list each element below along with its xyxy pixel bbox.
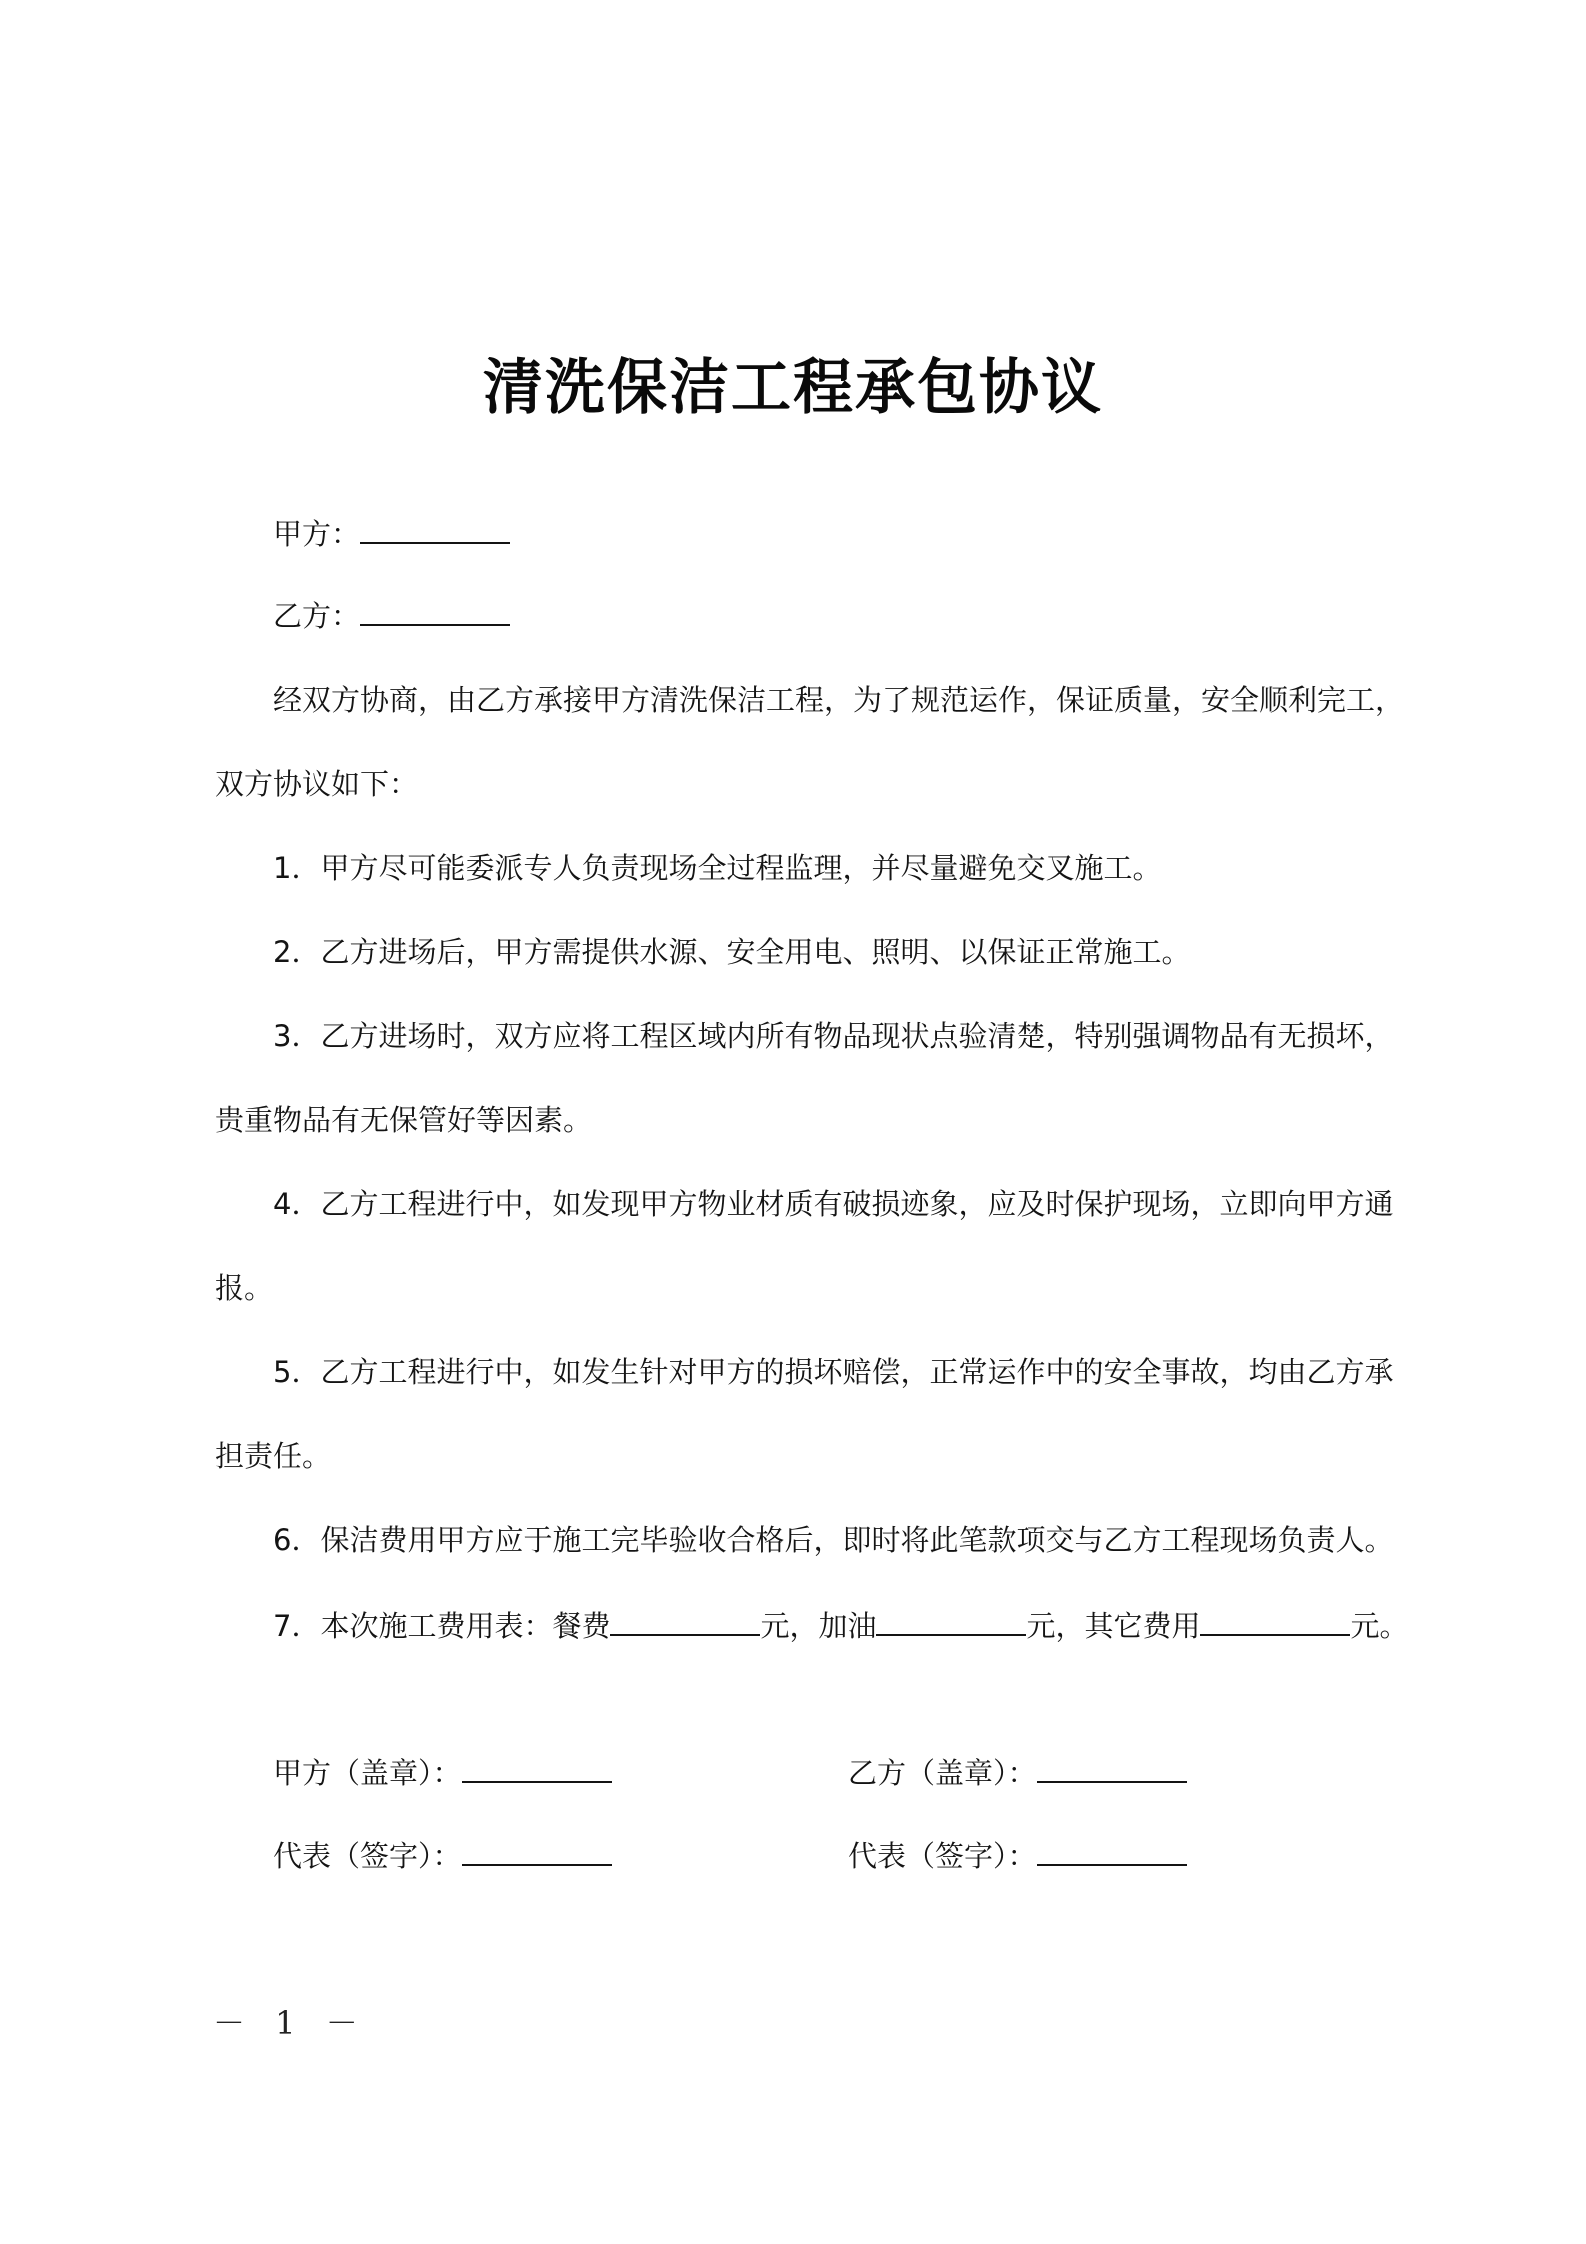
rep-b-sign-line: [848, 1834, 1187, 1876]
rep-a-sign-label: 代表（签字）：: [273, 1839, 462, 1873]
clause-6: 6．保洁费用甲方应于施工完毕验收合格后，即时将此笔款项交与乙方工程现场负责人。: [273, 1523, 1394, 1557]
rep-b-sign-blank[interactable]: [1037, 1834, 1187, 1866]
fuel-fee-blank[interactable]: [876, 1604, 1026, 1636]
clause-7-unit-1: 元，加油: [760, 1609, 877, 1643]
party-a-label: 甲方：: [273, 517, 361, 551]
party-a-blank[interactable]: [360, 512, 510, 544]
party-b-blank[interactable]: [360, 594, 510, 626]
clause-7-prefix: 7．本次施工费用表：餐费: [273, 1609, 611, 1643]
rep-a-sign-line: [273, 1834, 612, 1876]
clause-7-unit-3: 元。: [1350, 1609, 1409, 1643]
clause-1: 1．甲方尽可能委派专人负责现场全过程监理，并尽量避免交叉施工。: [273, 851, 1162, 885]
intro-line-1: 经双方协商，由乙方承接甲方清洗保洁工程，为了规范运作，保证质量，安全顺利完工，: [273, 683, 1405, 717]
clause-5-line-1: 5．乙方工程进行中，如发生针对甲方的损坏赔偿，正常运作中的安全事故，均由乙方承: [273, 1355, 1394, 1389]
document-title: 清洗保洁工程承包协议: [483, 353, 1103, 423]
clause-4-line-1: 4．乙方工程进行中，如发现甲方物业材质有破损迹象，应及时保护现场，立即向甲方通: [273, 1187, 1394, 1221]
rep-b-sign-label: 代表（签字）：: [848, 1839, 1037, 1873]
party-a-line: [273, 512, 510, 554]
other-fee-blank[interactable]: [1200, 1604, 1350, 1636]
party-b-seal-label: 乙方（盖章）：: [848, 1756, 1037, 1790]
party-b-seal-blank[interactable]: [1037, 1751, 1187, 1783]
page-number: － 1 －: [213, 2004, 368, 2042]
clause-3-line-2: 贵重物品有无保管好等因素。: [215, 1103, 593, 1137]
clause-3-line-1: 3．乙方进场时，双方应将工程区域内所有物品现状点验清楚，特别强调物品有无损坏，: [273, 1019, 1394, 1053]
clause-4-line-2: 报。: [215, 1271, 274, 1305]
clause-5-line-2: 担责任。: [215, 1439, 332, 1473]
party-b-line: [273, 594, 510, 636]
clause-7: [273, 1604, 1409, 1646]
rep-a-sign-blank[interactable]: [462, 1834, 612, 1866]
party-a-seal-blank[interactable]: [462, 1751, 612, 1783]
intro-line-2: 双方协议如下：: [215, 767, 419, 801]
party-a-seal-label: 甲方（盖章）：: [273, 1756, 462, 1790]
clause-2: 2．乙方进场后，甲方需提供水源、安全用电、照明、以保证正常施工。: [273, 935, 1191, 969]
party-b-seal-line: [848, 1751, 1187, 1793]
party-a-seal-line: [273, 1751, 612, 1793]
party-b-label: 乙方：: [273, 599, 361, 633]
meal-fee-blank[interactable]: [610, 1604, 760, 1636]
clause-7-unit-2: 元，其它费用: [1026, 1609, 1201, 1643]
